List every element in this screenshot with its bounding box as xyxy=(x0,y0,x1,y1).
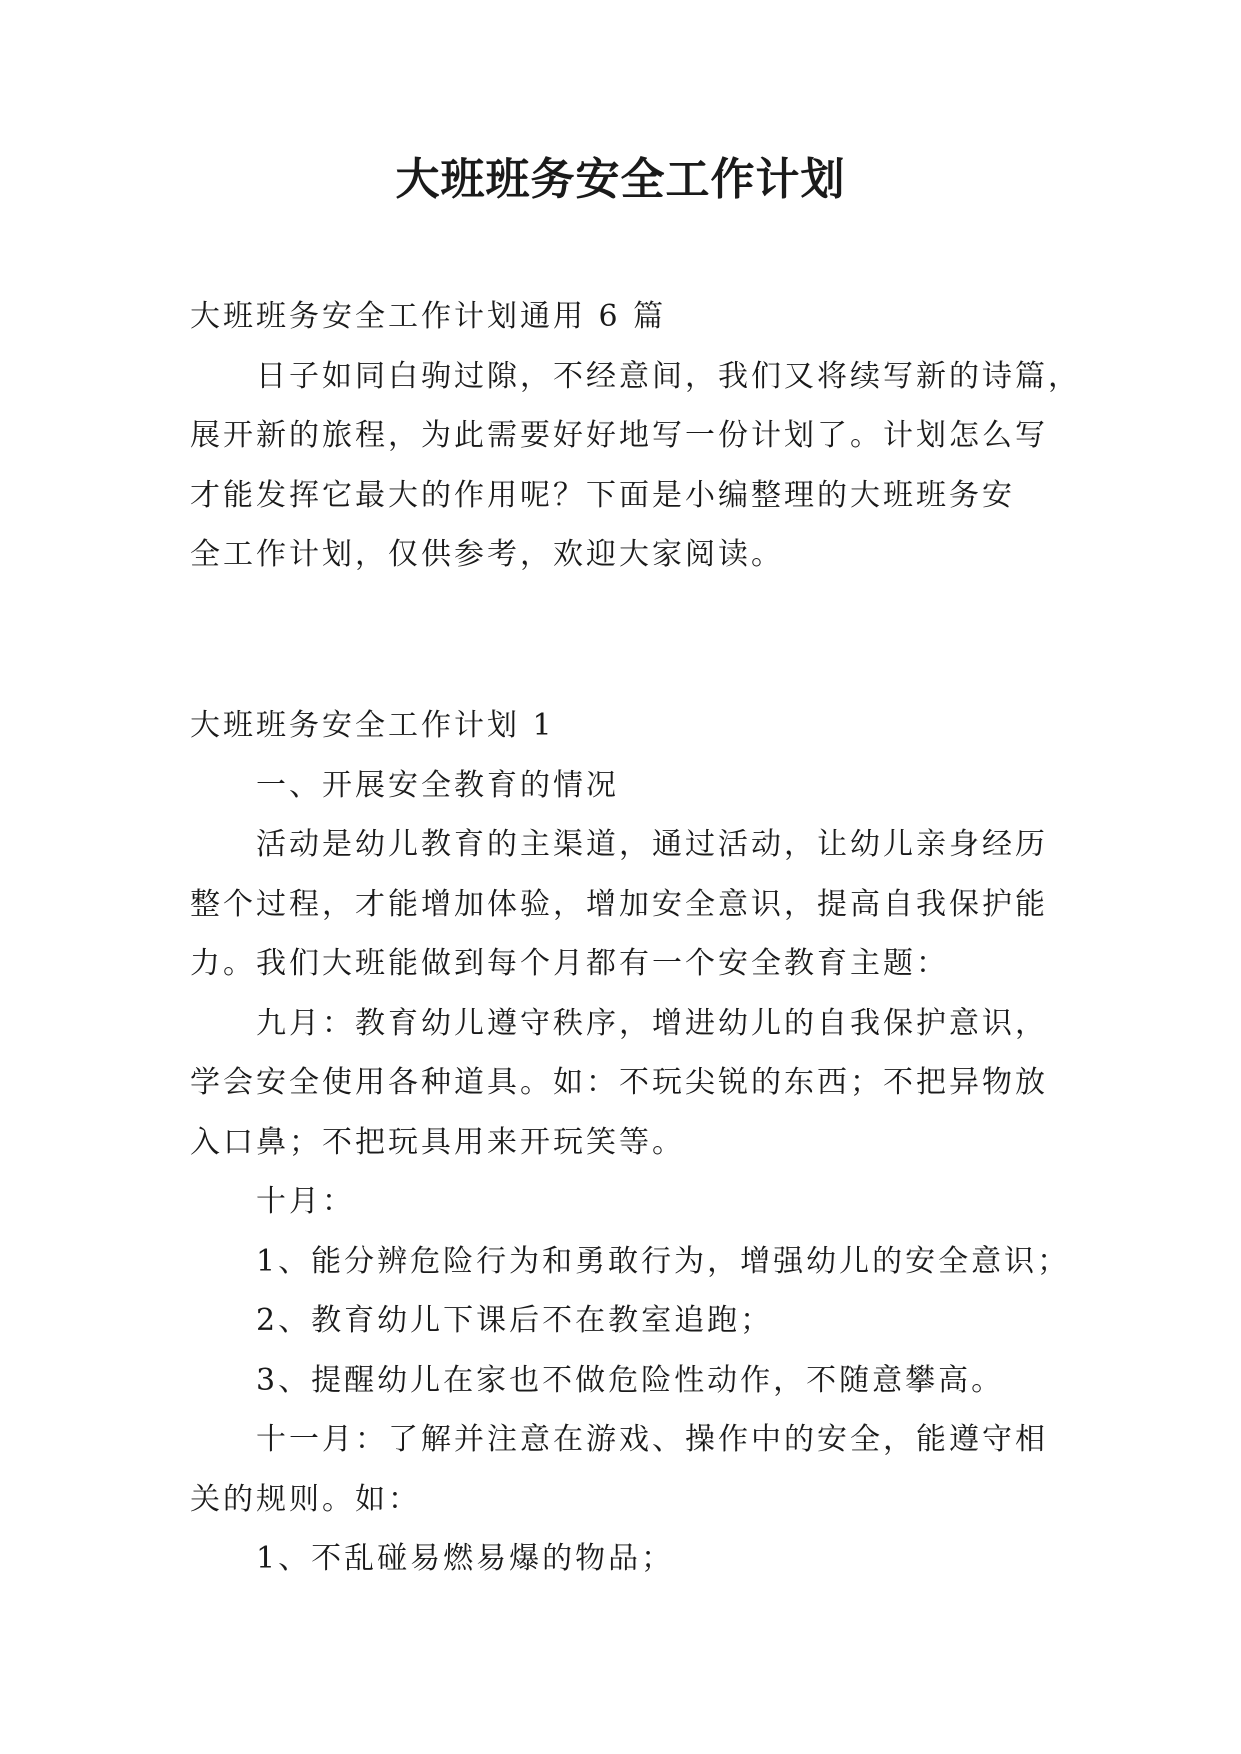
intro-line-4: 全工作计划，仅供参考，欢迎大家阅读。 xyxy=(190,537,784,572)
intro-line-2: 展开新的旅程，为此需要好好地写一份计划了。计划怎么写 xyxy=(190,418,1048,453)
section1-block xyxy=(190,696,1071,1589)
nov-item-1: 1、不乱碰易燃易爆的物品； xyxy=(256,1541,675,1576)
para1-line-2: 整个过程，才能增加体验，增加安全意识，提高自我保护能 xyxy=(190,886,1048,922)
sept-line-1: 九月：教育幼儿遵守秩序，增进幼儿的自我保护意识， xyxy=(256,1005,1048,1041)
para1-line-1: 活动是幼儿教育的主渠道，通过活动，让幼儿亲身经历 xyxy=(256,827,1048,862)
intro-line-3: 才能发挥它最大的作用呢？下面是小编整理的大班班务安 xyxy=(190,477,1015,513)
section1-subheading: 一、开展安全教育的情况 xyxy=(256,767,619,803)
subtitle-line: 大班班务安全工作计划通用 6 篇 xyxy=(190,299,667,334)
oct-item-2: 2、教育幼儿下课后不在教室追跑； xyxy=(256,1303,774,1338)
oct-item-3: 3、提醒幼儿在家也不做危险性动作，不随意攀高。 xyxy=(256,1362,1005,1398)
document-title: 大班班务安全工作计划 xyxy=(395,154,846,205)
nov-line-2: 关的规则。如： xyxy=(190,1481,421,1517)
intro-block xyxy=(190,287,1081,585)
intro-line-1: 日子如同白驹过隙，不经意间，我们又将续写新的诗篇， xyxy=(256,358,1081,394)
section1-heading: 大班班务安全工作计划 1 xyxy=(190,708,555,743)
sept-line-2: 学会安全使用各种道具。如：不玩尖锐的东西；不把异物放 xyxy=(190,1065,1048,1100)
sept-line-3: 入口鼻；不把玩具用来开玩笑等。 xyxy=(190,1124,685,1160)
oct-item-1: 1、能分辨危险行为和勇敢行为，增强幼儿的安全意识； xyxy=(256,1243,1071,1279)
oct-heading: 十月： xyxy=(256,1184,355,1219)
nov-line-1: 十一月：了解并注意在游戏、操作中的安全，能遵守相 xyxy=(256,1422,1048,1457)
para1-line-3: 力。我们大班能做到每个月都有一个安全教育主题： xyxy=(190,946,949,981)
